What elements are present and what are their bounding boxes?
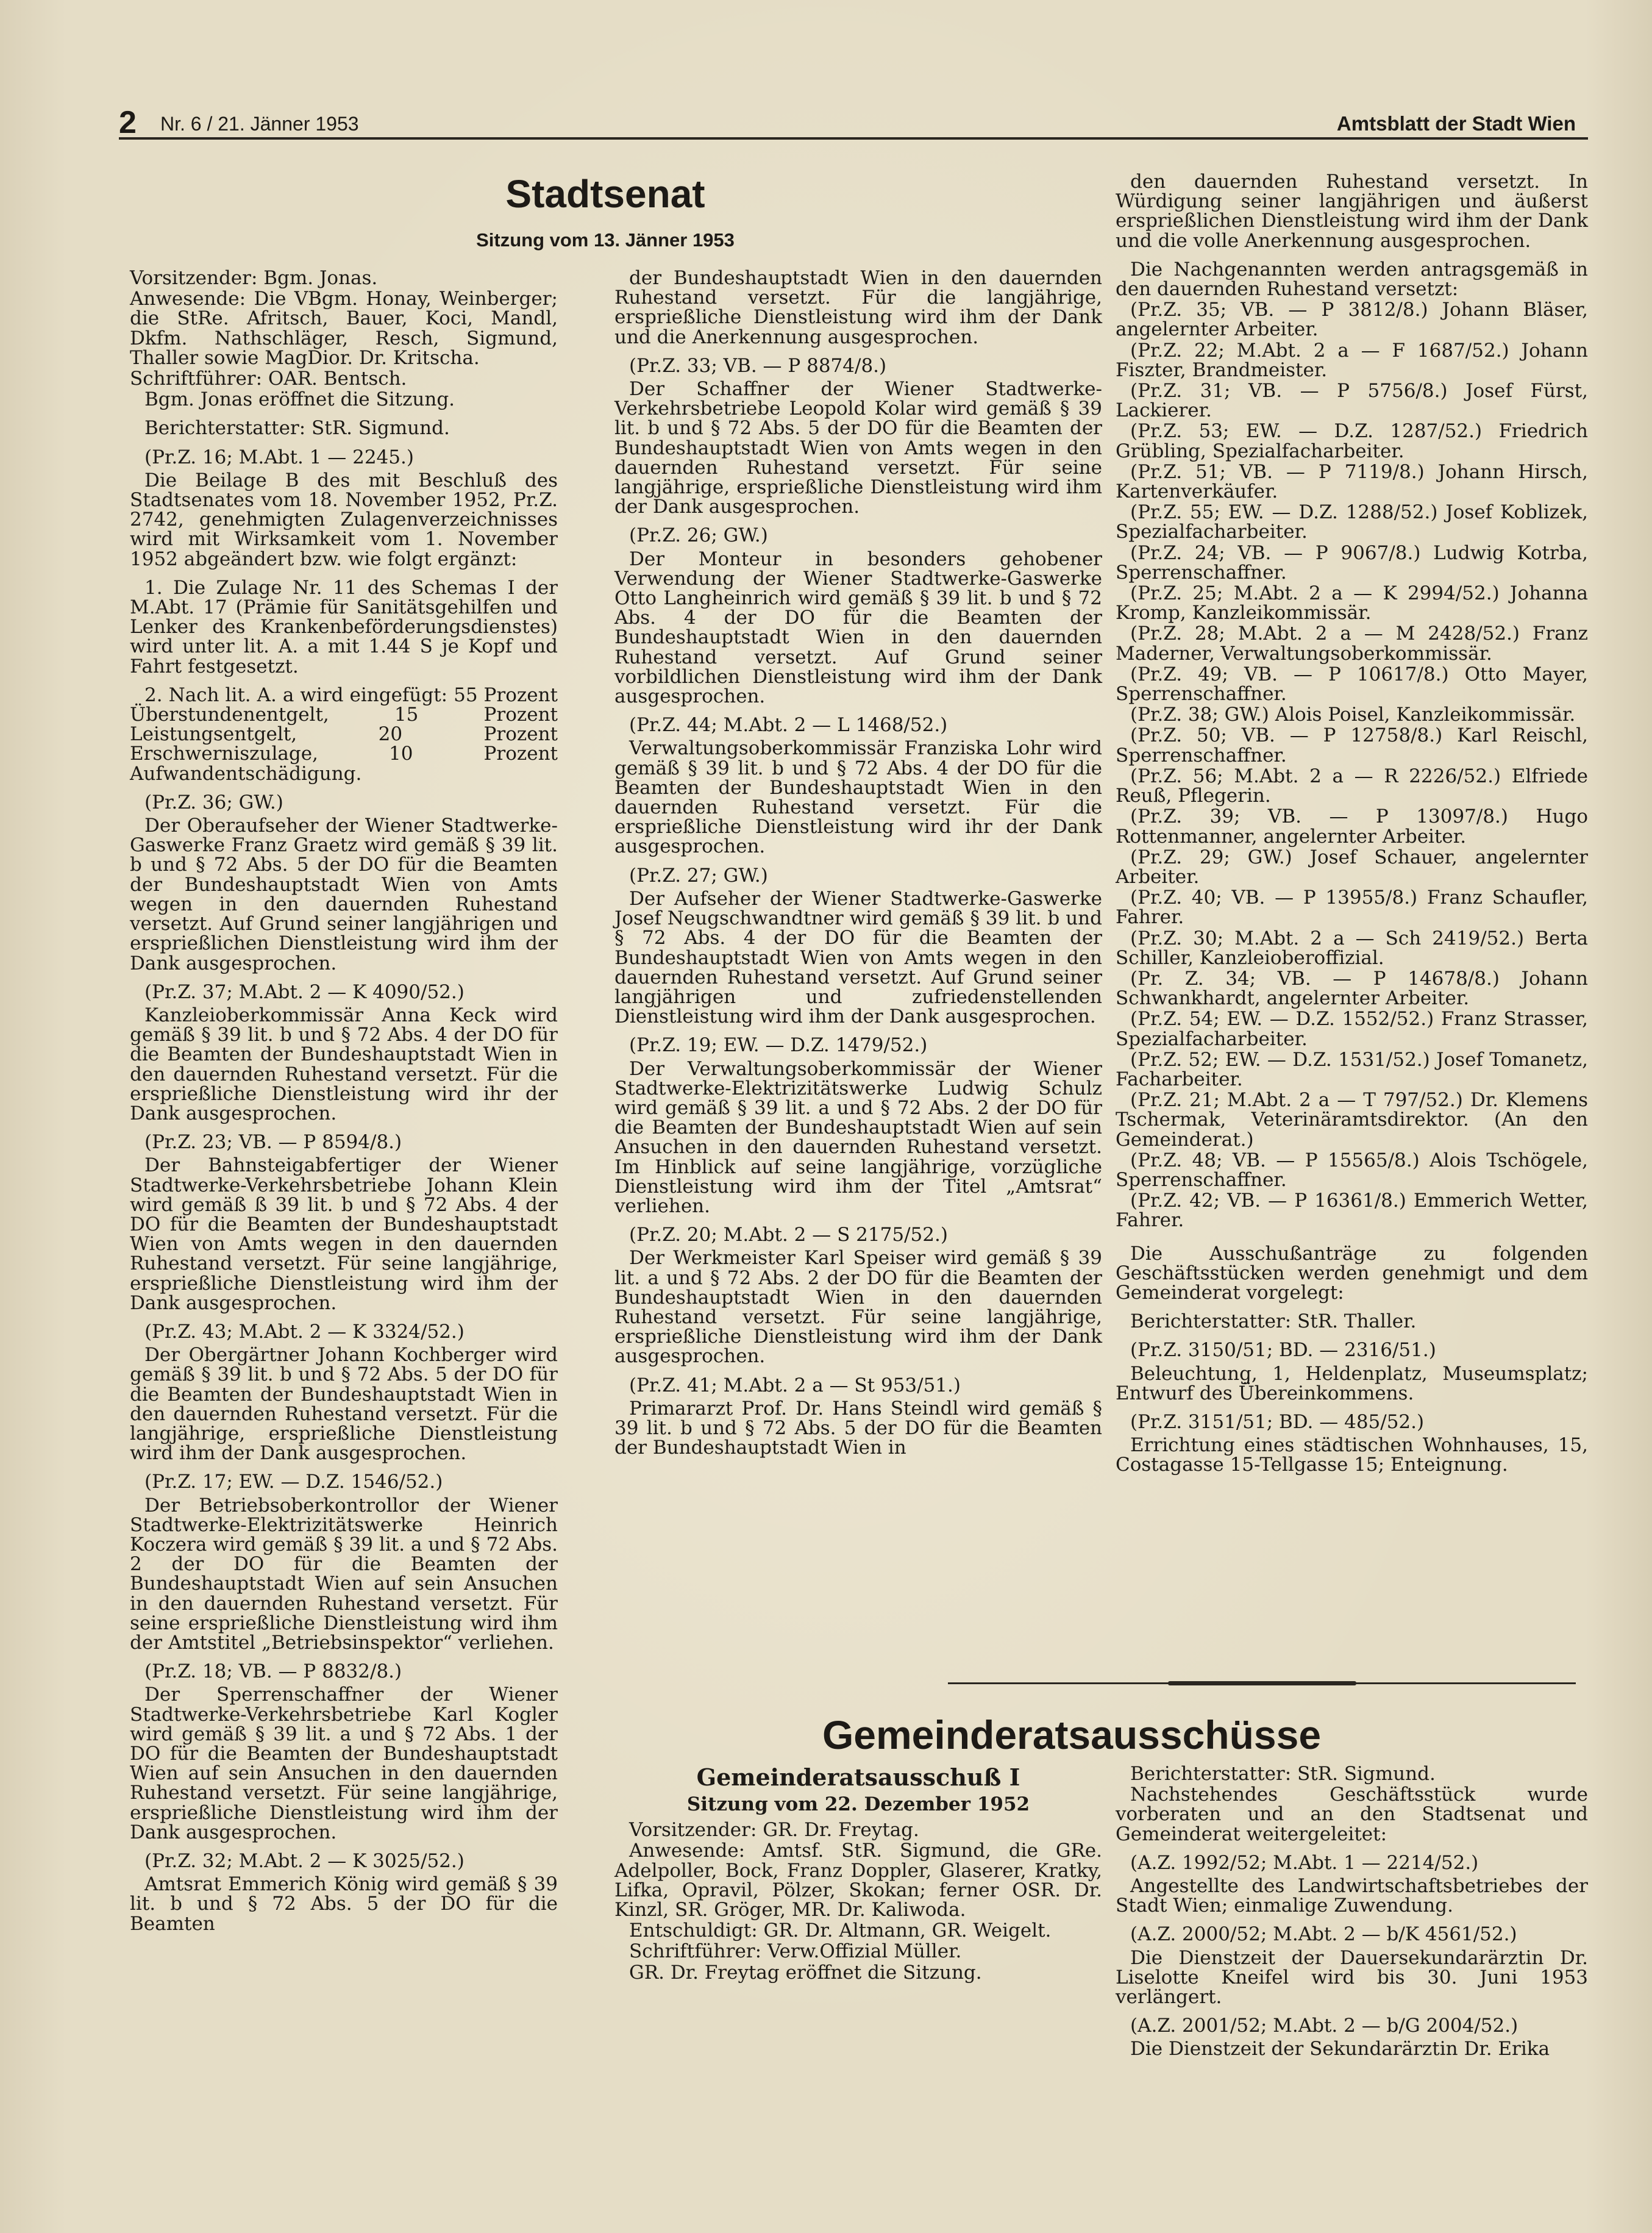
resolution-text: Primararzt Prof. Dr. Hans Steindl wird gemäß § 39 lit. b und § 72 Abs. 5 der DO für die Beamten der Bundeshauptstadt Wien in xyxy=(614,1397,1102,1459)
resolution-text: 2. Nach lit. A. a wird eingefügt: 55 Prozent Überstundenentgelt, 15 Prozent Leistungsentgelt, 20 Prozent Erschwerniszulage, 10 Prozent Aufwandentschädigung. xyxy=(130,684,558,785)
resolution-text: Der Schaffner der Wiener Stadtwerke-Verkehrsbetriebe Leopold Kolar wird gemäß § 39 lit. b und § 72 Abs. 5 der DO für die Beamten der Bundeshauptstadt Wien von Amts wegen in den dauernden Ruhestand versetzt. Für seine langjährige, ersprießliche Dienstleistung wird ihm der Dank ausgesprochen. xyxy=(614,378,1102,518)
retiree-list-intro: Die Nachgenannten werden antragsgemäß in den dauernden Ruhestand versetzt: xyxy=(1116,258,1588,301)
retiree-entry: (Pr.Z. 35; VB. — P 3812/8.) Johann Bläser, angelernter Arbeiter. xyxy=(1116,299,1588,341)
resolution-text: Die Beilage B des mit Beschluß des Stadtsenates vom 18. November 1952, Pr.Z. 2742, genehmigten Zulagenverzeichnisses wird mit Wirksamkeit vom 1. November 1952 abgeändert bzw. wie folgt ergänzt: xyxy=(130,469,558,570)
file-reference: (Pr.Z. 23; VB. — P 8594/8.) xyxy=(144,1131,402,1154)
gr-intro: Nachstehendes Geschäftsstück wurde vorberaten und an den Stadtsenat und Gemeinderat weitergeleitet: xyxy=(1116,1784,1588,1845)
recorder: Schriftführer: OAR. Bentsch. xyxy=(130,368,407,390)
resolution-text: Der Sperrenschaffner der Wiener Stadtwerke-Verkehrsbetriebe Karl Kogler wird gemäß § 39 lit. a und § 72 Abs. 1 der DO für die Beamten der Bundeshauptstadt Wien auf sein Ansuchen in den dauernden Ruhestand versetzt. Für seine langjährige, ersprießliche Dienstleistung wird ihm der Dank ausgesprochen. xyxy=(130,1684,558,1843)
chair: Vorsitzender: Bgm. Jonas. xyxy=(130,267,378,289)
retiree-entry: (Pr.Z. 22; M.Abt. 2 a — F 1687/52.) Johann Fiszter, Brandmeister. xyxy=(1116,339,1588,381)
retiree-list xyxy=(1116,300,1588,1230)
gemeinderat-right xyxy=(1116,1764,1588,2068)
retiree-entry: (Pr.Z. 56; M.Abt. 2 a — R 2226/52.) Elfriede Reuß, Pflegerin. xyxy=(1116,765,1588,807)
file-reference: (Pr.Z. 3150/51; BD. — 2316/51.) xyxy=(1130,1339,1436,1362)
publication-title: Amtsblatt der Stadt Wien xyxy=(1336,112,1576,135)
resolution-text: Der Verwaltungsoberkommissär der Wiener Stadtwerke-Elektrizitätswerke Ludwig Schulz wird gemäß § 39 lit. a und § 72 Abs. 2 der DO für die Beamten der Bundeshauptstadt Wien auf sein Ansuchen in den dauernden Ruhestand versetzt. Im Hinblick auf seine langjährige, vorzügliche Dienstleistung wird ihm der Titel „Amtsrat“ verliehen. xyxy=(614,1057,1102,1217)
resolution-text: 1. Die Zulage Nr. 11 des Schemas I der M.Abt. 17 (Prämie für Sanitätsgehilfen und Lenker des Krankenbeförderungsdienstes) wird unter lit. A. a mit 1.44 S je Kopf und Fahrt festgesetzt. xyxy=(130,576,558,677)
committee-session: Sitzung vom 22. Dezember 1952 xyxy=(686,1793,1030,1815)
middle-entries xyxy=(614,268,1102,1457)
gr-excused: Entschuldigt: GR. Dr. Altmann, GR. Weigelt. xyxy=(629,1920,1052,1942)
left-entries xyxy=(130,448,558,1934)
file-reference: (Pr.Z. 3151/51; BD. — 485/52.) xyxy=(1130,1410,1425,1433)
file-reference: (A.Z. 2001/52; M.Abt. 2 — b/G 2004/52.) xyxy=(1130,2015,1518,2037)
retiree-entry: (Pr.Z. 49; VB. — P 10617/8.) Otto Mayer, Sperrenschaffner. xyxy=(1116,663,1588,706)
right-items xyxy=(1116,1340,1588,1474)
file-reference: (Pr.Z. 18; VB. — P 8832/8.) xyxy=(144,1660,402,1683)
stadtsenat-title: Stadtsenat xyxy=(505,172,705,216)
gemeinderat-items xyxy=(1116,1853,1588,2059)
retiree-entry: (Pr.Z. 52; EW. — D.Z. 1531/52.) Josef Tomanetz, Facharbeiter. xyxy=(1116,1048,1588,1090)
resolution-text: Beleuchtung, 1, Heldenplatz, Museumsplatz; Entwurf des Übereinkommens. xyxy=(1116,1362,1588,1404)
issue-line: Nr. 6 / 21. Jänner 1953 xyxy=(160,113,359,135)
resolution-text: Der Betriebsoberkontrollor der Wiener Stadtwerke-Elektrizitätswerke Heinrich Koczera wird gemäß § 39 lit. a und § 72 Abs. 2 der DO für die Beamten der Bundeshauptstadt Wien auf sein Ansuchen in den dauernden Ruhestand versetzt. Für seine ersprießliche Dienstleistung wird ihm der Amtstitel „Betriebsinspektor“ verliehen. xyxy=(130,1494,558,1654)
file-reference: (Pr.Z. 17; EW. — D.Z. 1546/52.) xyxy=(144,1471,443,1493)
resolution-text: Verwaltungsoberkommissär Franziska Lohr wird gemäß § 39 lit. b und § 72 Abs. 4 der DO für die Beamten der Bundeshauptstadt Wien in den dauernden Ruhestand versetzt. Für die ersprießliche Dienstleistung wird ihr der Dank ausgesprochen. xyxy=(614,737,1102,858)
retiree-entry: (Pr.Z. 31; VB. — P 5756/8.) Josef Fürst, Lackierer. xyxy=(1116,380,1588,422)
resolution-text: Kanzleioberkommissär Anna Keck wird gemäß § 39 lit. b und § 72 Abs. 4 der DO für die Beamten der Bundeshauptstadt Wien in den dauernden Ruhestand versetzt. Für die ersprießliche Dienstleistung wird ihr der Dank ausgesprochen. xyxy=(130,1004,558,1124)
resolution-text: Der Bahnsteigabfertiger der Wiener Stadtwerke-Verkehrsbetriebe Johann Klein wird gemäß ß 39 lit. b und § 72 Abs. 4 der DO für die Beamten der Bundeshauptstadt Wien von Amts wegen in den dauernden Ruhestand versetzt. Für seine langjährige, ersprießliche Dienstleistung wird ihm der Dank ausgesprochen. xyxy=(130,1154,558,1314)
file-reference: (Pr.Z. 16; M.Abt. 1 — 2245.) xyxy=(144,446,414,468)
file-reference: (Pr.Z. 36; GW.) xyxy=(144,791,283,813)
retiree-entry: (Pr.Z. 30; M.Abt. 2 a — Sch 2419/52.) Berta Schiller, Kanzleioberoffizial. xyxy=(1116,927,1588,969)
retiree-entry: (Pr.Z. 21; M.Abt. 2 a — T 797/52.) Dr. Klemens Tschermak, Veterinäramtsdirektor. (An den Gemeinderat.) xyxy=(1116,1089,1588,1151)
opening: Bgm. Jonas eröffnet die Sitzung. xyxy=(144,388,455,411)
retiree-entry: (Pr.Z. 28; M.Abt. 2 a — M 2428/52.) Franz Maderner, Verwaltungsoberkommissär. xyxy=(1116,623,1588,665)
retiree-entry: (Pr.Z. 55; EW. — D.Z. 1288/52.) Josef Koblizek, Spezialfacharbeiter. xyxy=(1116,501,1588,543)
gemeinderat-title: Gemeinderatsausschüsse xyxy=(822,1712,1322,1757)
resolution-text: Der Monteur in besonders gehobener Verwendung der Wiener Stadtwerke-Gaswerke Otto Langheinrich wird gemäß § 39 lit. b und § 72 Abs. 4 der DO für die Beamten der Bundeshauptstadt Wien in den dauernden Ruhestand versetzt. Auf Grund seiner vorbildlichen Dienstleistung wird ihm der Dank ausgesprochen. xyxy=(614,548,1102,708)
gemeinderat-left xyxy=(614,1764,1102,1984)
committee-name: Gemeinderatsausschuß I xyxy=(696,1763,1020,1791)
retiree-entry: (Pr.Z. 50; VB. — P 12758/8.) Karl Reischl, Sperrenschaffner. xyxy=(1116,724,1588,766)
running-header xyxy=(119,107,1588,140)
file-reference: (Pr.Z. 20; M.Abt. 2 — S 2175/52.) xyxy=(629,1224,948,1246)
resolution-text: Der Aufseher der Wiener Stadtwerke-Gaswerke Josef Neugschwandtner wird gemäß § 39 lit. b und § 72 Abs. 4 der DO für die Beamten der Bundeshauptstadt Wien von Amts wegen in den dauernden Ruhestand versetzt. Auf Grund seiner langjährigen und zufriedenstellenden Dienstleistung wird ihm der Dank ausgesprochen. xyxy=(614,887,1102,1028)
gr-reporter: Berichterstatter: StR. Sigmund. xyxy=(1130,1763,1436,1785)
resolution-text: Amtsrat Emmerich König wird gemäß § 39 lit. b und § 72 Abs. 5 der DO für die Beamten xyxy=(130,1873,558,1935)
resolution-text: Der Oberaufseher der Wiener Stadtwerke-Gaswerke Franz Graetz wird gemäß § 39 lit. b und § 72 Abs. 5 der DO für die Beamten der Bundeshauptstadt Wien von Amts wegen in den dauernden Ruhestand versetzt. Auf Grund seiner langjährigen und ersprießlichen Dienstleistung wird ihm der Dank ausgesprochen. xyxy=(130,815,558,974)
left-column xyxy=(130,268,558,1943)
right-intro: den dauernden Ruhestand versetzt. In Würdigung seiner langjährigen und äußerst ersprießlichen Dienstleistung wird ihm der Dank und die volle Anerkennung ausgesprochen. xyxy=(1116,171,1588,252)
reporter: Berichterstatter: StR. Sigmund. xyxy=(144,417,450,440)
file-reference: (Pr.Z. 19; EW. — D.Z. 1479/52.) xyxy=(629,1034,928,1057)
middle-column xyxy=(614,268,1102,1467)
retiree-entry: (Pr.Z. 54; EW. — D.Z. 1552/52.) Franz Strasser, Spezialfacharbeiter. xyxy=(1116,1008,1588,1050)
retiree-entry: (Pr.Z. 25; M.Abt. 2 a — K 2994/52.) Johanna Kromp, Kanzleikommissär. xyxy=(1116,582,1588,624)
gr-present: Anwesende: Amtsf. StR. Sigmund, die GRe. Adelpoller, Bock, Franz Doppler, Glaserer, Kratky, Lifka, Opravil, Pölzer, Skokan; ferner OSR. Dr. Kinzl, SR. Gröger, MR. Dr. Kaliwoda. xyxy=(614,1840,1102,1921)
resolution-text: Der Werkmeister Karl Speiser wird gemäß § 39 lit. a und § 72 Abs. 2 der DO für die Beamten der Bundeshauptstadt Wien in den dauernden Ruhestand versetzt. Für seine langjährige, ersprießliche Dienstleistung wird ihm der Dank ausgesprochen. xyxy=(614,1247,1102,1368)
resolution-text: Angestellte des Landwirtschaftsbetriebes der Stadt Wien; einmalige Zuwendung. xyxy=(1116,1875,1588,1917)
stadtsenat-session: Sitzung vom 13. Jänner 1953 xyxy=(476,229,735,251)
retiree-entry: (Pr.Z. 40; VB. — P 13955/8.) Franz Schaufler, Fahrer. xyxy=(1116,887,1588,929)
retiree-entry: (Pr.Z. 53; EW. — D.Z. 1287/52.) Friedrich Grübling, Spezialfacharbeiter. xyxy=(1116,420,1588,462)
file-reference: (Pr.Z. 41; M.Abt. 2 a — St 953/51.) xyxy=(629,1374,961,1396)
resolution-text: der Bundeshauptstadt Wien in den dauernden Ruhestand versetzt. Für die langjährige, ersprießliche Dienstleistung wird ihm der Dank und die Anerkennung ausgesprochen. xyxy=(614,267,1102,348)
file-reference: (Pr.Z. 26; GW.) xyxy=(629,524,768,547)
retiree-entry: (Pr.Z. 38; GW.) Alois Poisel, Kanzleikommissär. xyxy=(1130,704,1576,726)
page-number: 2 xyxy=(119,105,137,140)
file-reference: (Pr.Z. 44; M.Abt. 2 — L 1468/52.) xyxy=(629,714,948,737)
section-divider xyxy=(948,1680,1576,1686)
file-reference: (A.Z. 2000/52; M.Abt. 2 — b/K 4561/52.) xyxy=(1130,1923,1517,1946)
resolution-text: Errichtung eines städtischen Wohnhauses, 15, Costagasse 15-Tellgasse 15; Enteignung. xyxy=(1116,1434,1588,1476)
file-reference: (Pr.Z. 37; M.Abt. 2 — K 4090/52.) xyxy=(144,981,465,1003)
retiree-entry: (Pr.Z. 29; GW.) Josef Schauer, angelernter Arbeiter. xyxy=(1116,846,1588,888)
file-reference: (A.Z. 1992/52; M.Abt. 1 — 2214/52.) xyxy=(1130,1851,1479,1874)
retiree-entry: (Pr.Z. 51; VB. — P 7119/8.) Johann Hirsch, Kartenverkäufer. xyxy=(1116,460,1588,503)
retiree-entry: (Pr. Z. 34; VB. — P 14678/8.) Johann Schwankhardt, angelernter Arbeiter. xyxy=(1116,967,1588,1010)
retiree-entry: (Pr.Z. 42; VB. — P 16361/8.) Emmerich Wetter, Fahrer. xyxy=(1116,1190,1588,1232)
resolution-text: Die Dienstzeit der Dauersekundarärztin Dr. Liselotte Kneifel wird bis 30. Juni 1953 verlängert. xyxy=(1116,1946,1588,2009)
retiree-entry: (Pr.Z. 24; VB. — P 9067/8.) Ludwig Kotrba, Sperrenschaffner. xyxy=(1116,541,1588,584)
retiree-entry: (Pr.Z. 48; VB. — P 15565/8.) Alois Tschögele, Sperrenschaffner. xyxy=(1116,1149,1588,1191)
right-column xyxy=(1116,172,1588,1484)
gr-opening: GR. Dr. Freytag eröffnet die Sitzung. xyxy=(629,1961,982,1984)
resolution-text: Die Dienstzeit der Sekundarärztin Dr. Erika xyxy=(1130,2038,1550,2060)
file-reference: (Pr.Z. 27; GW.) xyxy=(629,864,768,887)
file-reference: (Pr.Z. 32; M.Abt. 2 — K 3025/52.) xyxy=(144,1850,465,1873)
resolution-text: Der Obergärtner Johann Kochberger wird gemäß § 39 lit. b und § 72 Abs. 5 der DO für die Beamten der Bundeshauptstadt Wien in den dauernden Ruhestand versetzt. Für die langjährige, ersprießliche Dienstleistung wird ihm der Dank ausgesprochen. xyxy=(130,1344,558,1465)
retiree-entry: (Pr.Z. 39; VB. — P 13097/8.) Hugo Rottenmanner, angelernter Arbeiter. xyxy=(1116,806,1588,848)
file-reference: (Pr.Z. 33; VB. — P 8874/8.) xyxy=(629,354,887,377)
committee-intro: Die Ausschußanträge zu folgenden Geschäftsstücken werden genehmigt und dem Gemeinderat vorgelegt: xyxy=(1116,1242,1588,1304)
reporter-thaller: Berichterstatter: StR. Thaller. xyxy=(1130,1310,1417,1333)
gr-recorder: Schriftführer: Verw.Offizial Müller. xyxy=(629,1940,962,1963)
file-reference: (Pr.Z. 43; M.Abt. 2 — K 3324/52.) xyxy=(144,1320,465,1343)
present: Anwesende: Die VBgm. Honay, Weinberger; die StRe. Afritsch, Bauer, Koci, Mandl, Dkfm. Nathschläger, Resch, Sigmund, Thaller sowie MagDior. Dr. Kritscha. xyxy=(130,288,558,369)
gr-chair: Vorsitzender: GR. Dr. Freytag. xyxy=(629,1819,919,1842)
